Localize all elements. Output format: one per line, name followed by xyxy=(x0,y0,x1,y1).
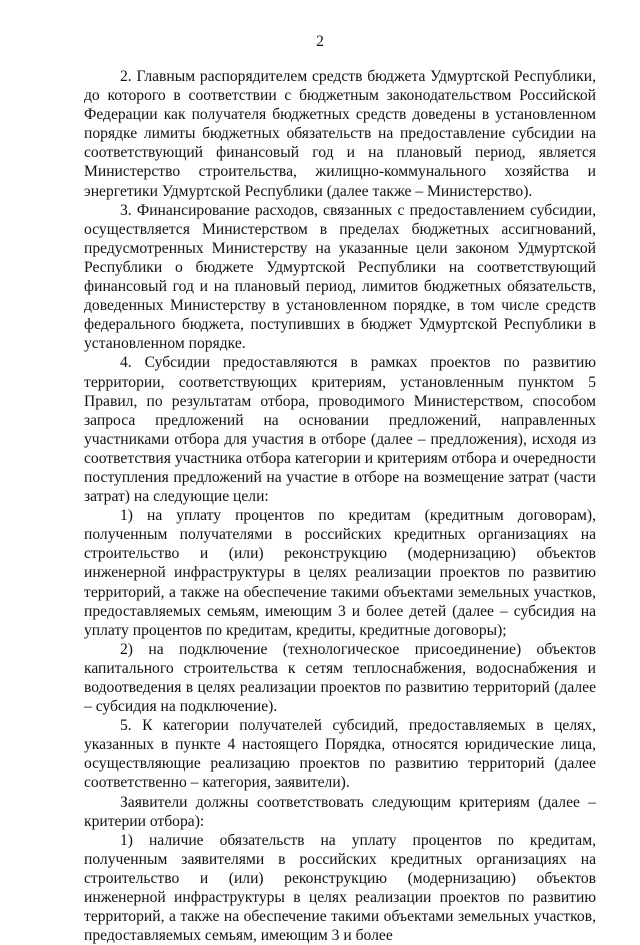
document-body xyxy=(84,67,596,945)
paragraph-2: 2. Главным распорядителем средств бюджета Удмуртской Республики, до которого в соответствии с бюджетным законодательством Российской Федерации как получателя бюджетных средств доведены в установленном порядке лимиты бюджетных обязательств на предоставление субсидии на соответствующий финансовый год и на плановый период, является Министерство строительства, жилищно-коммунального хозяйства и энергетики Удмуртской Республики (далее также – Министерство). xyxy=(84,68,596,200)
page-number: 2 xyxy=(316,33,324,50)
paragraph-3: 3. Финансирование расходов, связанных с предоставлением субсидии, осуществляется Министерством в пределах бюджетных ассигнований, предусмотренных Министерству на указанные цели законом Удмуртской Республики о бюджете Удмуртской Республики на соответствующий финансовый год и на плановый период, лимитов бюджетных обязательств, доведенных Министерству в установленном порядке, в том числе средств федерального бюджета, поступивших в бюджет Удмуртской Республики в установленном порядке. xyxy=(84,201,596,353)
paragraph-criteria-intro: Заявители должны соответствовать следующим критериям (далее – критерии отбора): xyxy=(84,793,596,830)
paragraph-4: 4. Субсидии предоставляются в рамках проектов по развитию территории, соответствующих критериям, установленным пунктом 5 Правил, по результатам отбора, проводимого Министерством, способом запроса предложений на основании предложений, направленных участниками отбора для участия в отборе (далее – предложения), исходя из соответствия участника отбора категории и критериям отбора и очередности поступления предложений на участие в отборе на возмещение затрат (части затрат) на следующие цели: xyxy=(84,354,596,506)
paragraph-5: 5. К категории получателей субсидий, предоставляемых в целях, указанных в пункте 4 настоящего Порядка, относятся юридические лица, осуществляющие реализацию проектов по развитию территорий (далее соответственно – категория, заявители). xyxy=(84,717,596,792)
paragraph-4-item-2: 2) на подключение (технологическое присоединение) объектов капитального строительства к сетям теплоснабжения, водоснабжения и водоотведения в целях реализации проектов по развитию территорий (далее – субсидия на подключение). xyxy=(84,640,596,716)
paragraph-4-item-1: 1) на уплату процентов по кредитам (кредитным договорам), полученным получателями в российских кредитных организациях на строительство и (или) реконструкцию (модернизацию) объектов инженерной инфраструктуры в целях реализации проектов по развитию территорий, а также на обеспечение такими объектами земельных участков, предоставляемых семьям, имеющим 3 и более детей (далее – субсидия на уплату процентов по кредитам, кредиты, кредитные договоры); xyxy=(84,507,596,639)
paragraph-criteria-item-1: 1) наличие обязательств на уплату процентов по кредитам, полученным заявителями в российских кредитных организациях на строительство и (или) реконструкцию (модернизацию) объектов инженерной инфраструктуры в целях реализации проектов по развитию территорий, а также на обеспечение такими объектами земельных участков, предоставляемых семьям, имеющим 3 и более xyxy=(84,831,596,945)
